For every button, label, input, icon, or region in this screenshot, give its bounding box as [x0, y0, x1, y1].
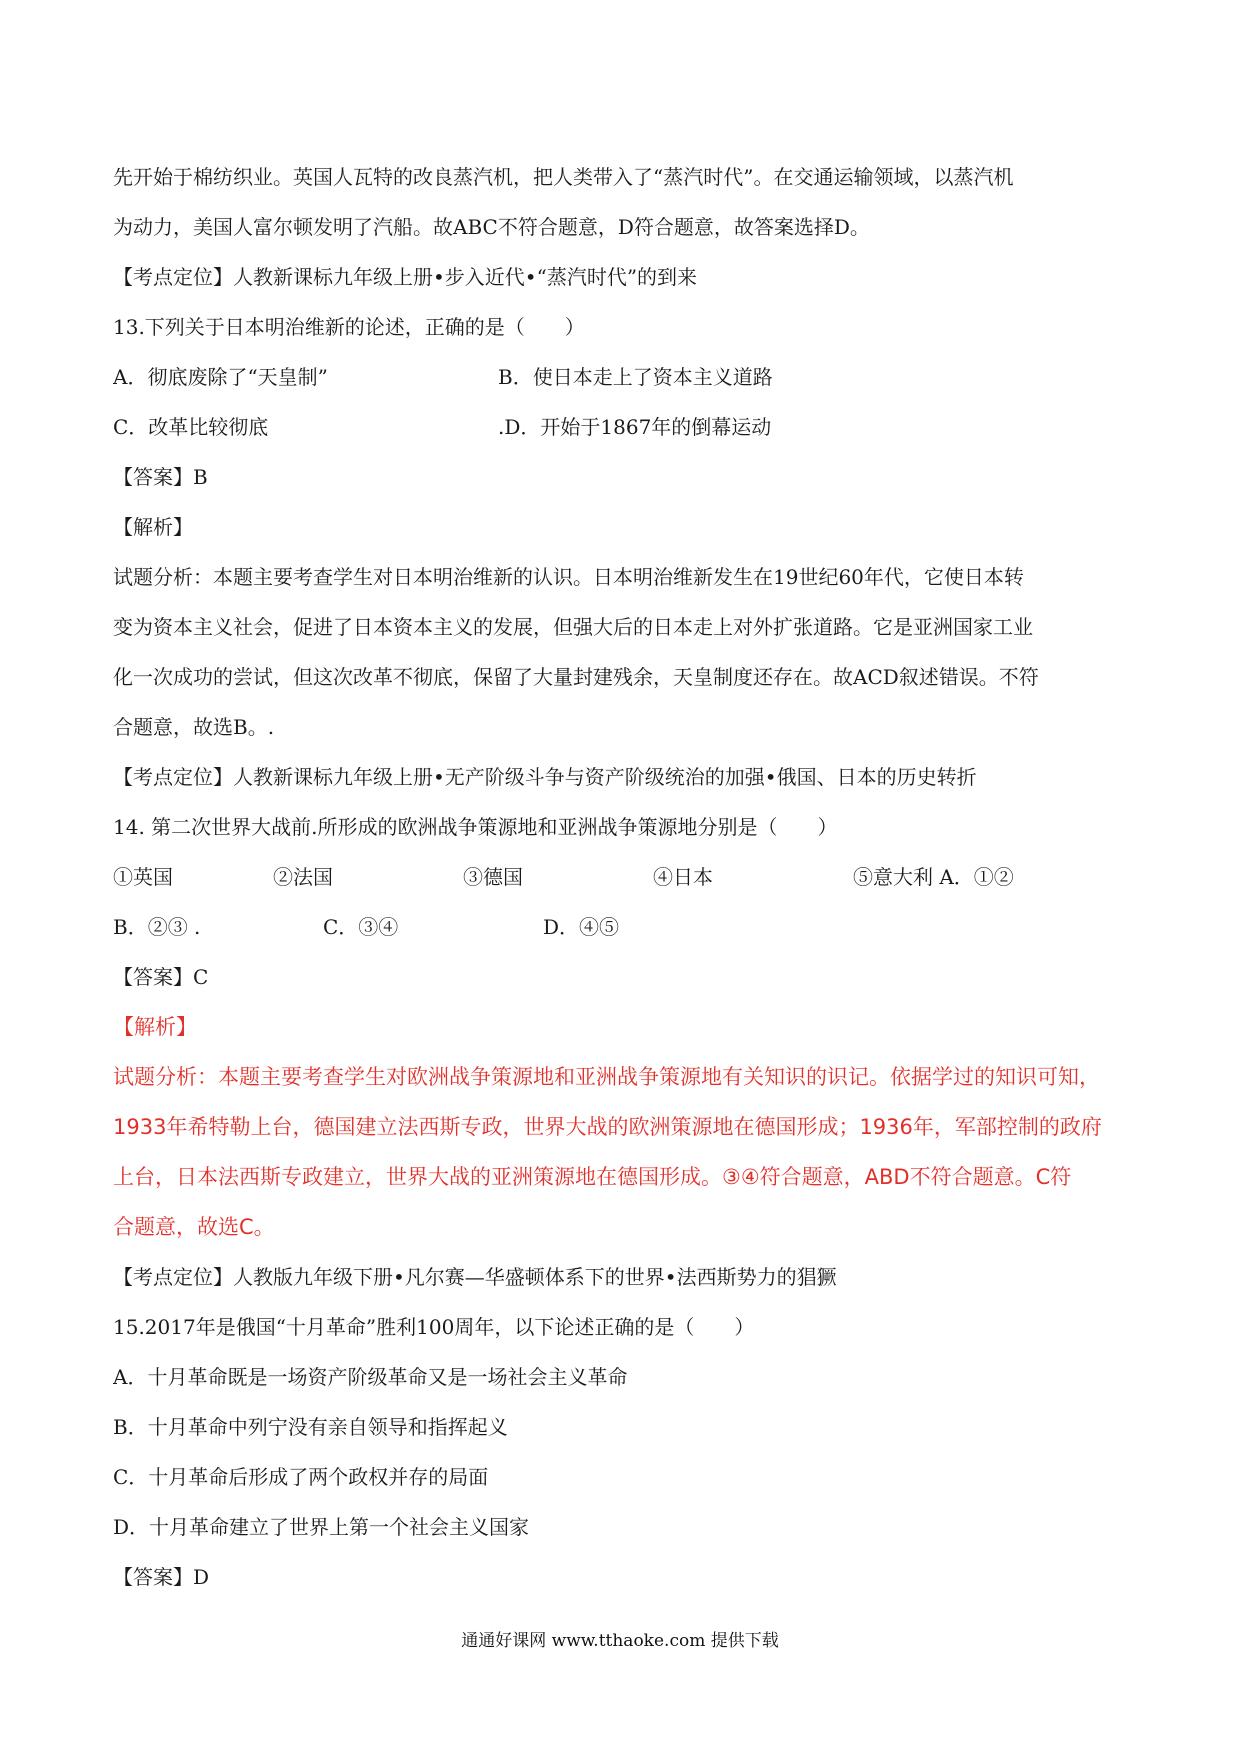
- q13-option-b: B．使日本走上了资本主义道路: [498, 365, 773, 389]
- q14-option-d: D．④⑤: [543, 915, 620, 939]
- q15-option-d: D．十月革命建立了世界上第一个社会主义国家: [113, 1515, 530, 1539]
- page-footer: 通通好课网 www.tthaoke.com 提供下载: [461, 1631, 779, 1651]
- q13-option-c: C．改革比较彻底: [113, 415, 269, 439]
- q14-option-b: B．②③ .: [113, 915, 201, 939]
- q14-item-1: ①英国: [113, 865, 173, 889]
- q14-item-4: ④日本: [653, 865, 713, 889]
- q13-analysis-line-3: 化一次成功的尝试，但这次改革不彻底，保留了大量封建残余，天皇制度还存在。故ACD叙述错误。不符: [113, 665, 1039, 689]
- q14-analysis-line-1: 试题分析：本题主要考查学生对欧洲战争策源地和亚洲战争策源地有关知识的识记。依据学过的知识可知，: [113, 1065, 1100, 1089]
- q14-stem: 14. 第二次世界大战前.所形成的欧洲战争策源地和亚洲战争策源地分别是（ ）: [113, 815, 838, 839]
- q13-option-a: A．彻底废除了“天皇制”: [113, 365, 328, 389]
- q14-items-row: [113, 852, 1133, 902]
- q14-options-row: [113, 902, 1133, 952]
- q13-analysis-title: 【解析】: [113, 515, 193, 539]
- q15-option-c: C．十月革命后形成了两个政权并存的局面: [113, 1465, 489, 1489]
- q13-analysis-line-2: 变为资本主义社会，促进了日本资本主义的发展，但强大后的日本走上对外扩张道路。它是亚洲国家工业: [113, 615, 1033, 639]
- q13-analysis-line-1: 试题分析：本题主要考查学生对日本明治维新的认识。日本明治维新发生在19世纪60年代，它使日本转: [113, 565, 1024, 589]
- q13-stem: 13.下列关于日本明治维新的论述，正确的是（ ）: [113, 315, 585, 339]
- q14-analysis-line-4: 合题意，故选C。: [113, 1215, 275, 1239]
- q13-options-row-1: [113, 352, 1133, 402]
- q14-item-2: ②法国: [273, 865, 333, 889]
- intro-line-2: 为动力，美国人富尔顿发明了汽船。故ABC不符合题意，D符合题意，故答案选择D。: [113, 215, 870, 239]
- q14-kaodian: 【考点定位】人教版九年级下册•凡尔赛—华盛顿体系下的世界•法西斯势力的猖獗: [113, 1265, 837, 1289]
- q14-analysis-line-3: 上台，日本法西斯专政建立，世界大战的亚洲策源地在德国形成。③④符合题意，ABD不符合题意。C符: [113, 1165, 1072, 1189]
- q15-option-a: A．十月革命既是一场资产阶级革命又是一场社会主义革命: [113, 1365, 628, 1389]
- intro-kaodian: 【考点定位】人教新课标九年级上册•步入近代•“蒸汽时代”的到来: [113, 265, 698, 289]
- q13-kaodian: 【考点定位】人教新课标九年级上册•无产阶级斗争与资产阶级统治的加强•俄国、日本的历史转折: [113, 765, 977, 789]
- q13-option-d: .D．开始于1867年的倒幕运动: [498, 415, 772, 439]
- q14-item-3: ③德国: [463, 865, 523, 889]
- intro-line-1: 先开始于棉纺织业。英国人瓦特的改良蒸汽机，把人类带入了“蒸汽时代”。在交通运输领域，以蒸汽机: [113, 165, 1014, 189]
- q13-options-row-2: [113, 402, 1133, 452]
- q13-answer: 【答案】B: [113, 465, 208, 489]
- q15-option-b: B．十月革命中列宁没有亲自领导和指挥起义: [113, 1415, 508, 1439]
- q14-analysis-title: 【解析】: [113, 1015, 197, 1039]
- q15-stem: 15.2017年是俄国“十月革命”胜利100周年，以下论述正确的是（ ）: [113, 1315, 755, 1339]
- page-content: [113, 152, 1133, 1602]
- q15-answer: 【答案】D: [113, 1565, 210, 1589]
- q14-answer: 【答案】C: [113, 965, 209, 989]
- q14-item-5-and-option-a: ⑤意大利 A．①②: [853, 865, 1014, 889]
- q14-analysis-line-2: 1933年希特勒上台，德国建立法西斯专政，世界大战的欧洲策源地在德国形成；1936年，军部控制的政府: [113, 1115, 1102, 1139]
- q13-analysis-line-4: 合题意，故选B。.: [113, 715, 275, 739]
- q14-option-c: C．③④: [323, 915, 399, 939]
